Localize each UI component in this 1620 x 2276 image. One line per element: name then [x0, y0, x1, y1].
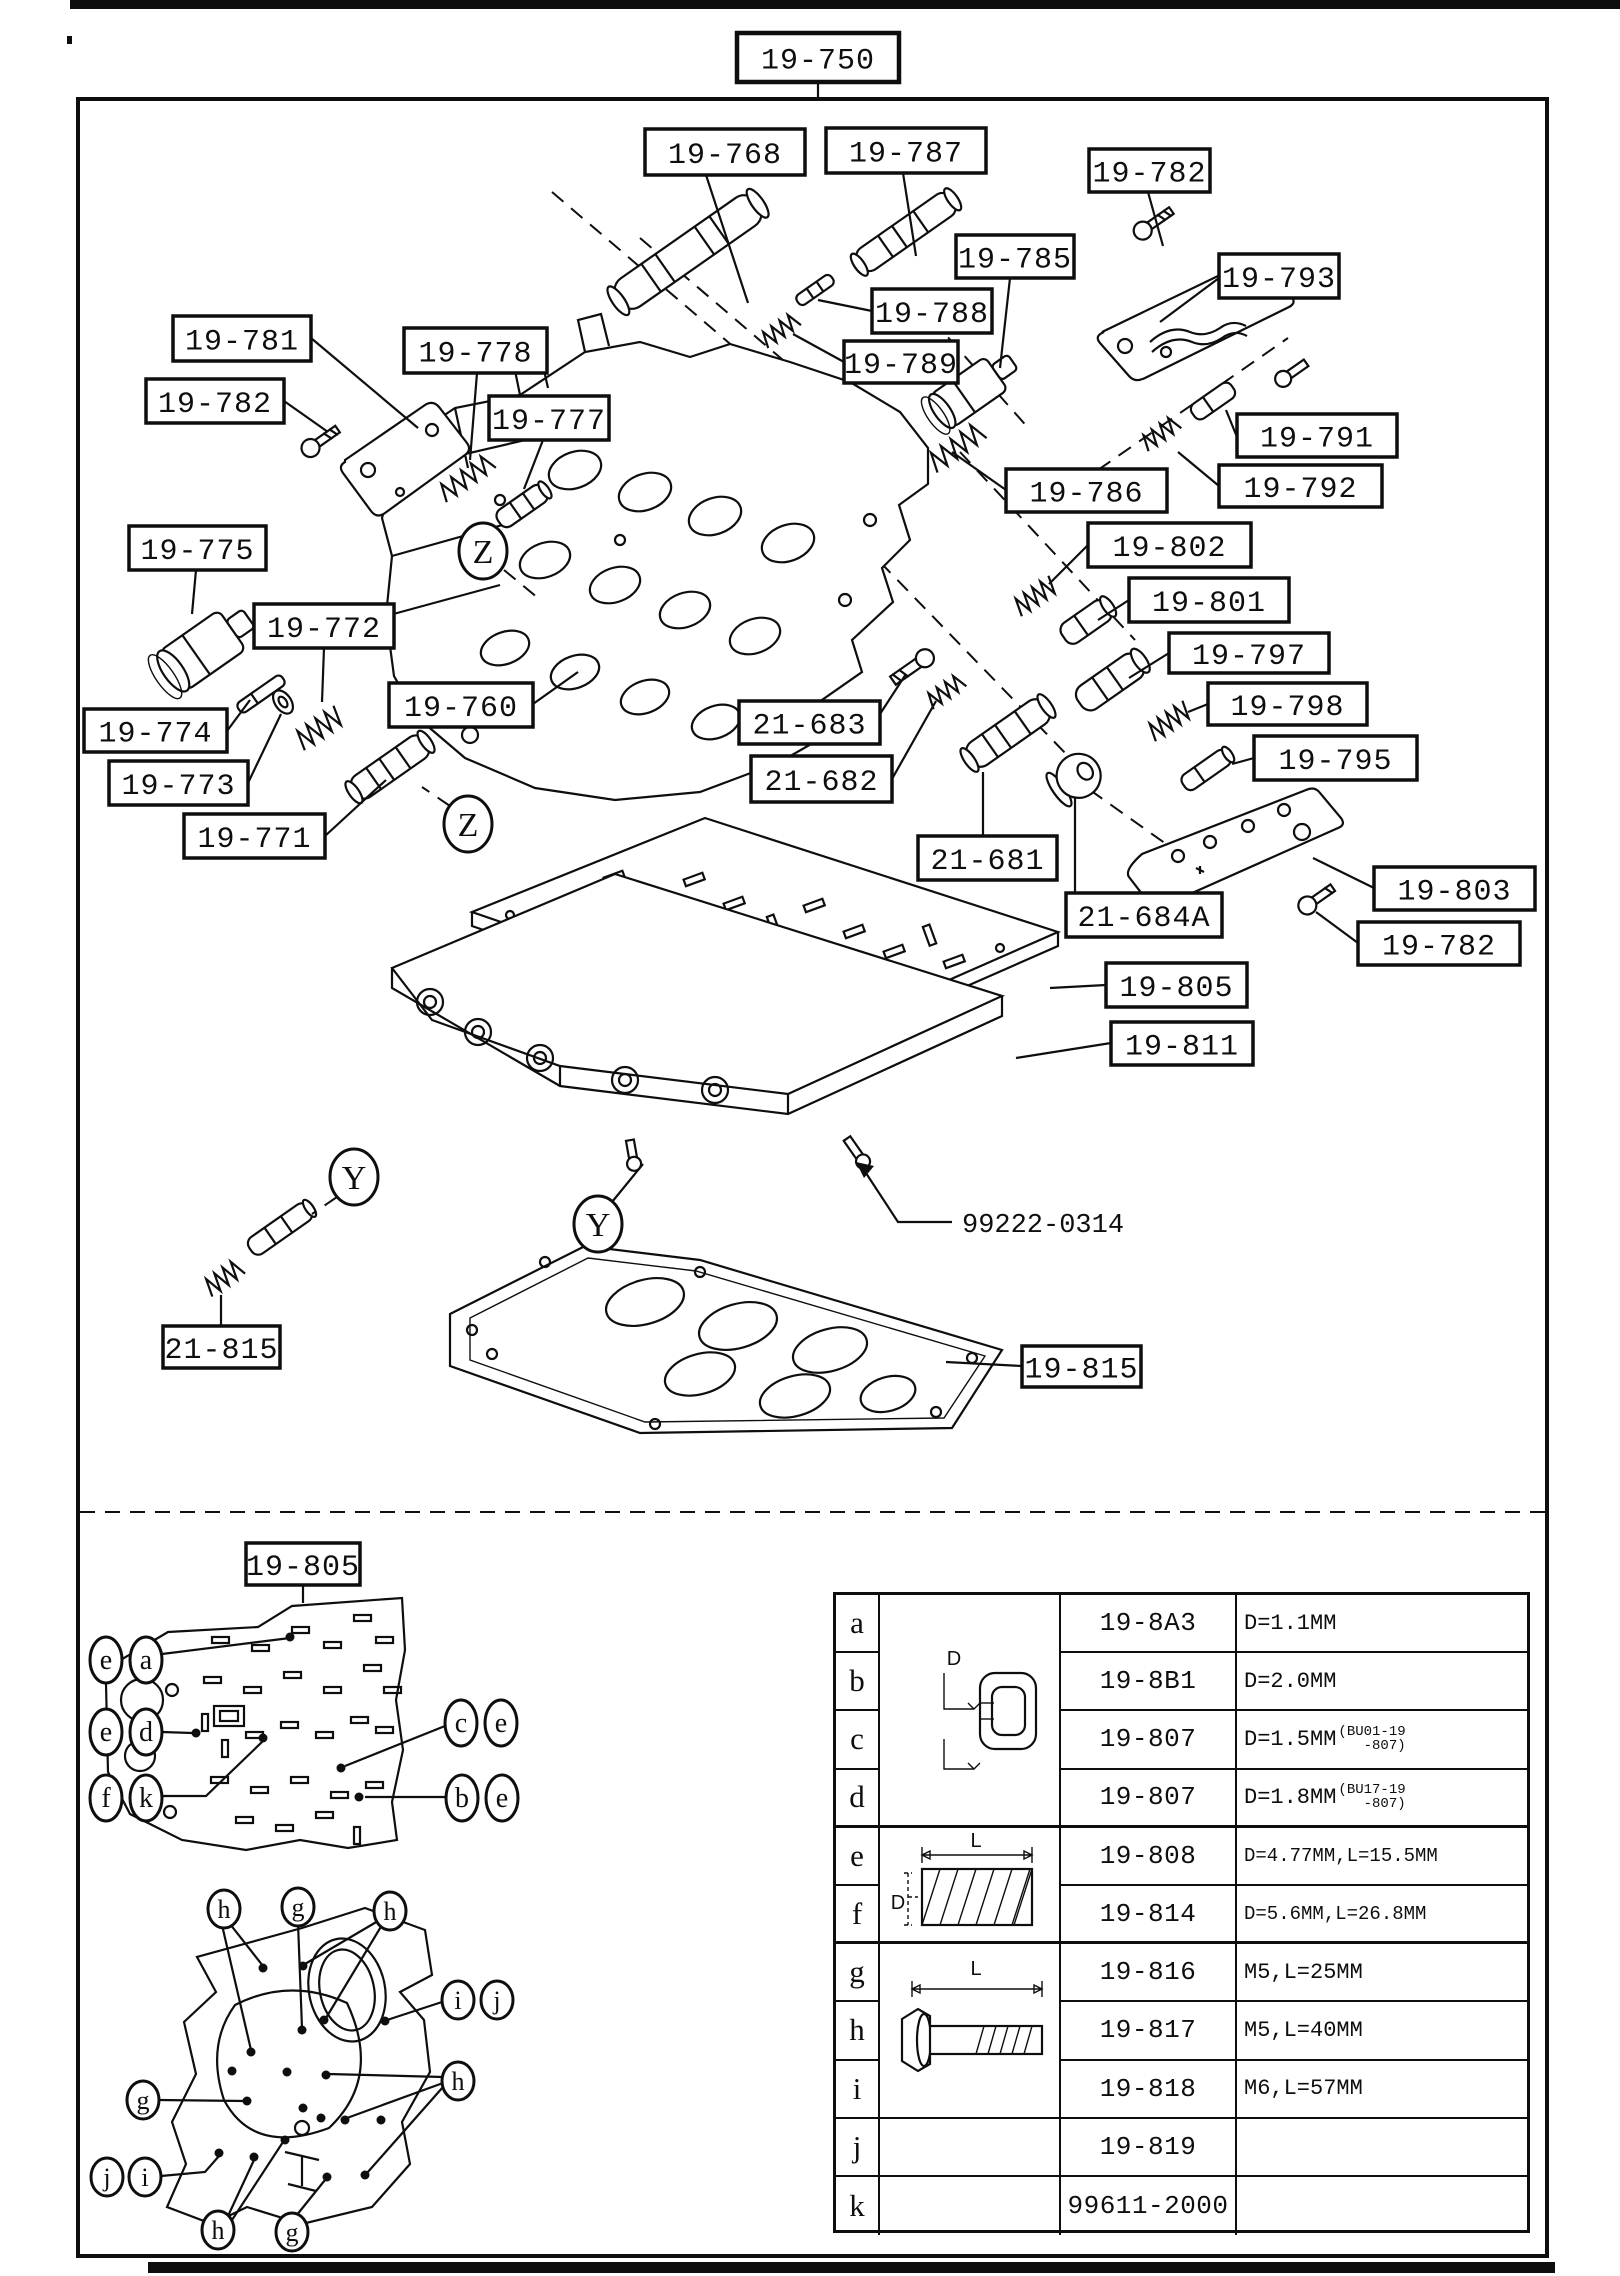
callout-19-803	[1313, 858, 1535, 910]
valve-19-797	[1072, 646, 1154, 715]
callout-label: 19-791	[1259, 422, 1375, 457]
solenoid-19-775	[143, 597, 264, 703]
spring-19-786	[926, 422, 987, 473]
table-part-number: 19-819	[1061, 2119, 1237, 2177]
note-arrowhead	[856, 1162, 874, 1178]
table-part-number: 19-818	[1061, 2061, 1237, 2119]
table-spec	[1237, 2177, 1527, 2235]
callout-label: 19-771	[197, 823, 312, 857]
svg-text:c: c	[454, 1708, 468, 1739]
spring-19-772	[293, 706, 345, 750]
spring-19-792	[1139, 415, 1181, 451]
table-spec: M5,L=25MM	[1237, 1944, 1527, 2002]
spring-19-789	[759, 312, 801, 348]
callout-19-782	[1316, 912, 1520, 965]
table-diagram-cell	[880, 2177, 1061, 2235]
svg-text:h: h	[451, 2067, 465, 2096]
note-leader	[864, 1170, 952, 1222]
callout-19-798	[1188, 683, 1367, 725]
callout-label: 21-681	[930, 845, 1045, 879]
plate-19-803	[1128, 789, 1343, 908]
table-part-number: 19-8B1	[1061, 1653, 1237, 1711]
callout-19-786	[952, 452, 1167, 512]
svg-text:g: g	[136, 2086, 150, 2115]
index-marker-j	[481, 1981, 513, 2019]
svg-text:h: h	[217, 1895, 231, 1924]
svg-text:k: k	[139, 1783, 153, 1814]
svg-text:j: j	[493, 1986, 501, 2015]
callout-label: 19-793	[1221, 263, 1337, 297]
callout-label: 19-760	[403, 692, 519, 726]
callout-label: 19-777	[491, 405, 607, 439]
callout-19-775	[129, 526, 266, 614]
table-diagram-cell	[880, 1944, 1061, 2119]
table-key-j: j	[836, 2119, 880, 2177]
valve-19-795	[1179, 745, 1237, 793]
callout-19-801	[1098, 578, 1289, 622]
callout-label: 19-801	[1151, 587, 1267, 621]
table-part-number: 19-807	[1061, 1711, 1237, 1769]
callout-19-795	[1232, 736, 1417, 780]
callout-label: 19-782	[1381, 930, 1497, 965]
callout-label: 19-811	[1124, 1030, 1240, 1065]
table-part-number: 19-816	[1061, 1944, 1237, 2002]
table-key-e: e	[836, 1828, 880, 1886]
svg-text:b: b	[455, 1783, 469, 1814]
svg-text:e: e	[494, 1708, 508, 1739]
callout-label: 19-768	[667, 139, 783, 173]
svg-text:d: d	[139, 1717, 153, 1748]
oil-strainer-19-815	[450, 1246, 1002, 1433]
index-marker-e	[90, 1637, 122, 1683]
callout-19-750	[737, 33, 899, 100]
callout-19-792	[1178, 452, 1382, 507]
table-part-number: 19-8A3	[1061, 1595, 1237, 1653]
table-diagram-cell	[880, 1828, 1061, 1944]
svg-text:h: h	[383, 1897, 397, 1926]
table-key-g: g	[836, 1944, 880, 2002]
callout-label: 19-785	[957, 243, 1073, 278]
valve-19-791	[1188, 380, 1238, 422]
svg-text:g: g	[285, 2218, 299, 2247]
table-spec: D=5.6MM,L=26.8MM	[1237, 1886, 1527, 1944]
callout-label: 21-815	[164, 1334, 279, 1368]
callout-label: 19-782	[157, 388, 273, 422]
callout-label: 19-815	[1024, 1353, 1139, 1388]
svg-text:h: h	[211, 2216, 225, 2245]
valve-19-771	[342, 728, 437, 806]
callout-label: 19-775	[140, 535, 255, 569]
svg-text:Y: Y	[585, 1207, 611, 1244]
callout-19-811	[1016, 1022, 1253, 1065]
callout-label: 19-792	[1243, 473, 1358, 507]
callout-label: 19-782	[1092, 157, 1207, 192]
spring-21-682	[924, 673, 966, 709]
callout-label: 19-805	[245, 1551, 361, 1585]
callout-19-802	[1049, 523, 1251, 584]
table-spec: D=4.77MM,L=15.5MM	[1237, 1828, 1527, 1886]
callout-label: 19-773	[121, 770, 236, 804]
table-key-k: k	[836, 2177, 880, 2235]
callout-label: 21-682	[764, 766, 879, 800]
dim-label-l: L	[970, 1830, 982, 1852]
dim-label-d: D	[946, 1648, 962, 1670]
section-marker-Y	[312, 1149, 378, 1214]
index-marker-e	[90, 1709, 122, 1755]
valve-21-815	[245, 1198, 319, 1258]
callout-label: 19-774	[98, 717, 213, 752]
callout-label: 19-772	[266, 613, 382, 647]
table-part-number: 19-808	[1061, 1828, 1237, 1886]
svg-text:e: e	[495, 1783, 509, 1814]
table-key-h: h	[836, 2002, 880, 2060]
svg-text:g: g	[291, 1893, 305, 1922]
table-key-d: d	[836, 1770, 880, 1828]
table-spec: M6,L=57MM	[1237, 2061, 1527, 2119]
callout-label: 19-786	[1029, 477, 1144, 512]
callout-19-782	[146, 379, 328, 432]
callout-21-815	[163, 1295, 280, 1368]
valve-19-801	[1057, 594, 1119, 648]
spring-21-815	[202, 1259, 245, 1297]
callout-label: 19-802	[1112, 532, 1227, 566]
note-part-number: 99222-0314	[962, 1211, 1125, 1241]
table-part-number: 19-817	[1061, 2002, 1237, 2060]
callout-label: 19-787	[848, 137, 964, 172]
callout-19-805	[1050, 963, 1247, 1007]
table-spec	[1237, 2119, 1527, 2177]
callout-19-788	[818, 289, 992, 333]
callout-label: 21-683	[752, 709, 867, 744]
table-diagram-cell	[880, 1595, 1061, 1828]
dim-label-l2: L	[970, 1958, 982, 1980]
callout-label: 19-778	[418, 337, 533, 372]
dim-label-d2: D	[890, 1892, 906, 1914]
callout-label: 21-684A	[1077, 902, 1211, 936]
callout-21-681	[918, 772, 1057, 880]
section-marker-Y	[574, 1164, 643, 1252]
table-diagram-cell	[880, 2119, 1061, 2177]
table-spec: M5,L=40MM	[1237, 2002, 1527, 2060]
bolt-21-683	[888, 646, 938, 688]
svg-text:Y: Y	[341, 1160, 367, 1197]
table-spec: D=1.8MM (BU17-19 -807)	[1237, 1770, 1527, 1828]
callout-label: 19-750	[760, 44, 876, 79]
svg-text:f: f	[101, 1783, 111, 1814]
index-marker-e	[486, 1775, 518, 1821]
callout-label: 19-781	[184, 325, 300, 360]
bottom-rule	[148, 2262, 1555, 2273]
callout-19-797	[1129, 633, 1329, 678]
table-key-c: c	[836, 1711, 880, 1769]
top-rule	[70, 0, 1620, 9]
index-marker-e	[485, 1700, 517, 1746]
table-spec: D=1.5MM (BU01-19 -807)	[1237, 1711, 1527, 1769]
svg-text:Z: Z	[457, 807, 479, 844]
svg-text:e: e	[99, 1645, 113, 1676]
table-spec: D=2.0MM	[1237, 1653, 1527, 1711]
table-part-number: 19-814	[1061, 1886, 1237, 1944]
callout-19-774	[84, 700, 250, 752]
spring-19-798	[1146, 701, 1193, 742]
svg-text:a: a	[139, 1645, 153, 1676]
svg-text:j: j	[103, 2163, 111, 2192]
valve-21-681	[957, 692, 1058, 775]
callout-label: 19-795	[1278, 745, 1393, 779]
table-key-b: b	[836, 1653, 880, 1711]
valve-19-787	[848, 186, 964, 278]
index-marker-f	[90, 1775, 122, 1821]
callout-label: 19-788	[874, 298, 990, 332]
svg-text:i: i	[454, 1986, 462, 2015]
bolt-19-791	[1272, 356, 1311, 390]
callout-label: 19-789	[843, 349, 959, 383]
callout-label: 19-803	[1397, 875, 1512, 910]
table-key-f: f	[836, 1886, 880, 1944]
index-marker-j	[91, 2158, 123, 2196]
callout-label: 19-805	[1119, 972, 1234, 1006]
callout-19-791	[1226, 410, 1397, 457]
svg-text:i: i	[141, 2163, 149, 2192]
table-spec: D=1.1MM	[1237, 1595, 1527, 1653]
table-part-number: 19-807	[1061, 1770, 1237, 1828]
svg-text:e: e	[99, 1717, 113, 1748]
section-marker-Z	[422, 787, 492, 852]
callout-label: 19-798	[1230, 691, 1345, 725]
fitting-table	[833, 1592, 1530, 2233]
table-key-i: i	[836, 2061, 880, 2119]
table-part-number: 99611-2000	[1061, 2177, 1237, 2235]
table-key-a: a	[836, 1595, 880, 1653]
svg-text:Z: Z	[472, 534, 494, 571]
callout-label: 19-797	[1191, 640, 1307, 674]
callout-19-805	[246, 1543, 360, 1603]
